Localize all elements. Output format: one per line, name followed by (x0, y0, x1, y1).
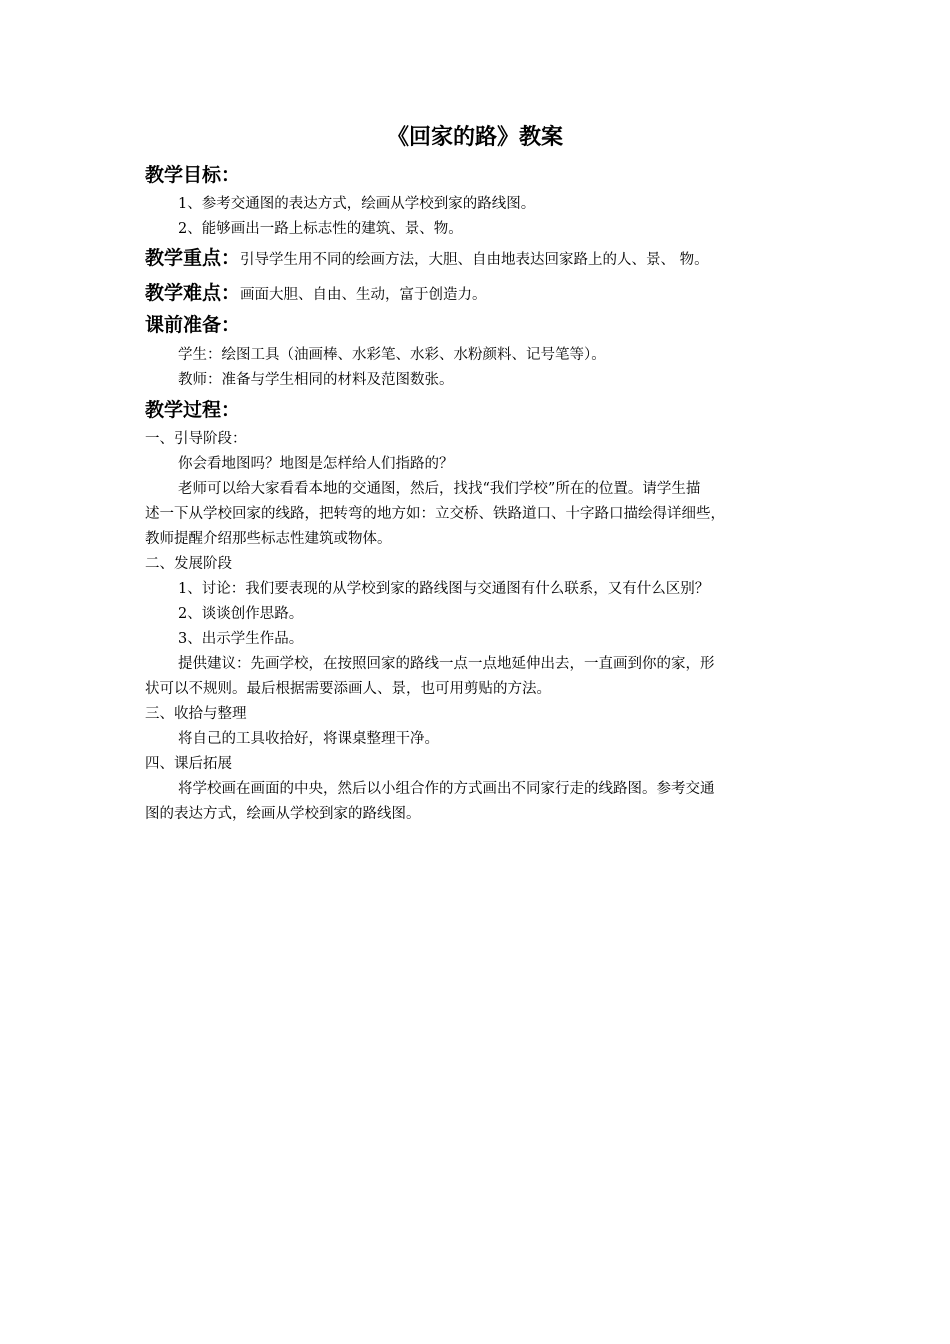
difficulties-row (145, 279, 805, 309)
stage4-line-1: 将学校画在画面的中央，然后以小组合作的方式画出不同家行走的线路图。参考交通 (178, 781, 715, 797)
stage2-advice (145, 652, 805, 702)
objectives-heading: 教学目标： (145, 164, 241, 186)
stage3-title: 三、收拾与整理 (145, 706, 247, 722)
objective-item-2: 2、能够画出一路上标志性的建筑、景、物。 (178, 221, 463, 237)
stage2-item-3: 3、出示学生作品。 (178, 631, 304, 647)
preparation-item-2: 教师：准备与学生相同的材料及范图数张。 (178, 372, 454, 388)
stage2-item-1: 1、讨论：我们要表现的从学校到家的路线图与交通图有什么联系，又有什么区别？ (178, 581, 710, 597)
key-points-text: 引导学生用不同的绘画方法，大胆、自由地表达回家路上的人、景、 物。 (240, 252, 709, 268)
stage2-advice-line-2: 状可以不规则。最后根据需要添画人、景，也可用剪贴的方法。 (145, 681, 551, 697)
key-points-heading: 教学重点： (145, 247, 241, 269)
stage1-p2-line-3: 教师提醒介绍那些标志性建筑或物体。 (145, 531, 392, 547)
stage3-text: 将自己的工具收拾好，将课桌整理干净。 (178, 731, 439, 747)
stage1-p2-line-2: 述一下从学校回家的线路，把转弯的地方如：立交桥、铁路道口、十字路口描绘得详细些， (145, 506, 725, 522)
process-heading: 教学过程： (145, 399, 241, 421)
stage2-title: 二、发展阶段 (145, 556, 232, 572)
key-points-row (145, 244, 805, 274)
difficulties-heading: 教学难点： (145, 282, 241, 304)
stage4-line-2: 图的表达方式，绘画从学校到家的路线图。 (145, 806, 421, 822)
preparation-item-1: 学生：绘图工具（油画棒、水彩笔、水彩、水粉颜料、记号笔等）。 (178, 347, 606, 363)
stage2-item-2: 2、谈谈创作思路。 (178, 606, 304, 622)
stage1-paragraph-1: 你会看地图吗？地图是怎样给人们指路的？ (178, 456, 454, 472)
document-title: 《回家的路》教案 (386, 125, 563, 150)
stage1-paragraph-2 (145, 477, 805, 552)
stage1-p2-line-1: 老师可以给大家看看本地的交通图，然后，找找“我们学校”所在的位置。请学生描 (178, 481, 701, 497)
stage4-title: 四、课后拓展 (145, 756, 232, 772)
stage2-advice-line-1: 提供建议：先画学校，在按照回家的路线一点一点地延伸出去，一直画到你的家，形 (178, 656, 715, 672)
stage4-paragraph (145, 777, 805, 827)
objective-item-1: 1、参考交通图的表达方式，绘画从学校到家的路线图。 (178, 196, 536, 212)
preparation-heading: 课前准备： (145, 314, 241, 336)
stage1-title: 一、引导阶段： (145, 431, 247, 447)
difficulties-text: 画面大胆、自由、生动，富于创造力。 (240, 287, 487, 303)
